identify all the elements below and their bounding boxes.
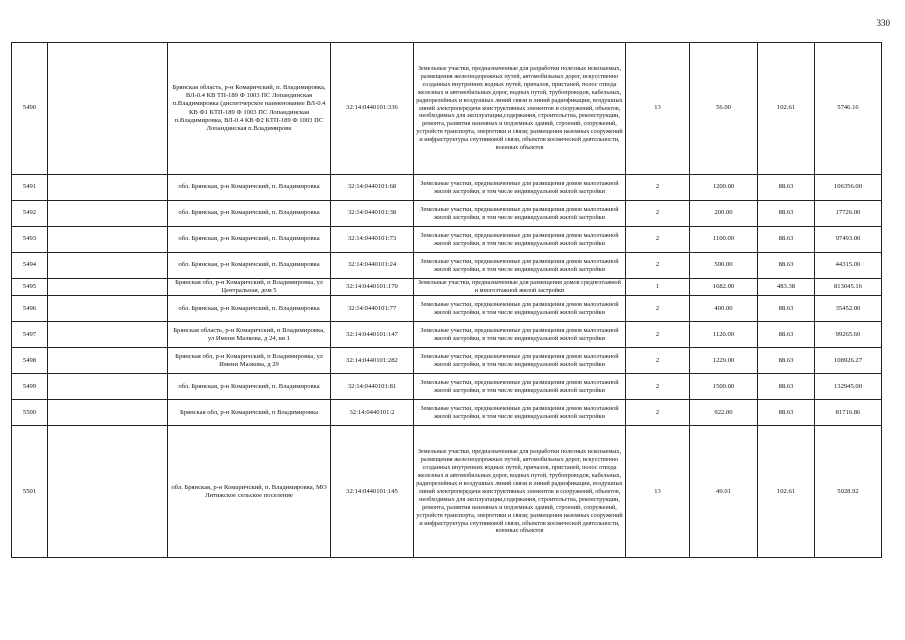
cadastral-value-cell: 97493.00 [815,227,882,253]
group-code-cell: 2 [626,322,690,348]
cadastral-value-cell: 99265.60 [815,322,882,348]
cadastral-value-cell: 108926.27 [815,348,882,374]
table-row [12,43,882,175]
area-cell: 922.00 [690,400,758,426]
row-number: 5494 [12,253,48,279]
specific-value-cell: 88.63 [758,253,815,279]
specific-value-cell: 88.63 [758,296,815,322]
land-use-description-cell: Земельные участки, предназначенные для размещения домов малоэтажной жилой застройки, в том числе индивидуальной жилой застройки [414,348,626,374]
row-number: 5496 [12,296,48,322]
specific-value-cell: 88.63 [758,348,815,374]
cadastral-value-cell: 132945.00 [815,374,882,400]
area-cell: 1120.00 [690,322,758,348]
area-cell: 1500.00 [690,374,758,400]
land-use-description-cell: Земельные участки, предназначенные для размещения домов малоэтажной жилой застройки, в том числе индивидуальной жилой застройки [414,175,626,201]
land-use-description-cell: Земельные участки, предназначенные для размещения домов малоэтажной жилой застройки, в том числе индивидуальной жилой застройки [414,374,626,400]
table-row [12,400,882,426]
address-cell: обл. Брянская, р-н Комаричский, п. Владимировка [168,253,331,279]
row-number: 5493 [12,227,48,253]
area-cell: 49.01 [690,426,758,558]
table-row [12,201,882,227]
cadastral-number-cell: 32:14:0440101:73 [331,227,414,253]
group-code-cell: 2 [626,400,690,426]
area-cell: 1229.00 [690,348,758,374]
land-use-description-cell: Земельные участки, предназначенные для размещения домов малоэтажной жилой застройки, в том числе индивидуальной жилой застройки [414,322,626,348]
specific-value-cell: 88.63 [758,201,815,227]
cadastral-value-cell: 5028.92 [815,426,882,558]
specific-value-cell: 102.61 [758,426,815,558]
land-use-description-cell: Земельные участки, предназначенные для размещения домов малоэтажной жилой застройки, в том числе индивидуальной жилой застройки [414,253,626,279]
group-code-cell: 13 [626,426,690,558]
cadastral-number-cell: 32:14:0440101:68 [331,175,414,201]
blank-cell [48,201,168,227]
area-cell: 1682.00 [690,279,758,296]
land-use-description-cell: Земельные участки, предназначенные для разработки полезных ископаемых, размещения железнодорожных путей, автомобильных дорог, искусственно созданных внутренних водных путей, причалов, пристаней, полос отвода железных и автомобильных дорог, водных путей, трубопроводов, кабельных, радиорелейных и воздушных линий связи и линий радиофикации, воздушных линий электропередачи конструктивных элементов и сооружений, объектов, необходимых для эксплуатации,содержания, строительства, реконструкции, ремонта, развития наземных и подземных зданий, строений, сооружений, устройств транспорта, энергетики и связи; размещения наземных сооружений и инфраструктуры спутниковой связи, объектов космической деятельности, военных объектов [414,43,626,175]
table-row [12,227,882,253]
address-cell: Брянская обл, р-н Комаричский, п Владимировка, ул Центральная, дом 5 [168,279,331,296]
row-number: 5498 [12,348,48,374]
area-cell: 400.00 [690,296,758,322]
address-cell: Брянская область, р-н Комаричский, п. Владимировка, ВЛ-0.4 КВ ТП-189 Ф 1003 ПС Лопандинская п.Владимировка (диспетчерское наименование ВЛ-0.4 КВ Ф1 КТП-189 Ф 1003 ПС Лопандинская п.Владимировка, ВЛ-0.4 КВ Ф2 КТП-189 Ф 1003 ПС Лопандинская п.Владимировк [168,43,331,175]
group-code-cell: 2 [626,253,690,279]
row-number: 5501 [12,426,48,558]
address-cell: обл. Брянская, р-н Комаричский, п. Владимировка, МО Литижское сельское поселение [168,426,331,558]
area-cell: 1200.00 [690,175,758,201]
group-code-cell: 2 [626,348,690,374]
specific-value-cell: 88.63 [758,322,815,348]
cadastral-number-cell: 32:14:0440101:145 [331,426,414,558]
cadastral-number-cell: 32:14:0440101:336 [331,43,414,175]
specific-value-cell: 102.61 [758,43,815,175]
address-cell: обл. Брянская, р-н Комаричский, п. Владимировка [168,374,331,400]
cadastral-value-cell: 106356.00 [815,175,882,201]
blank-cell [48,43,168,175]
address-cell: обл. Брянская, р-н Комаричский, п. Владимировка [168,175,331,201]
row-number: 5497 [12,322,48,348]
blank-cell [48,374,168,400]
land-use-description-cell: Земельные участки, предназначенные для размещения домов малоэтажной жилой застройки, в том числе индивидуальной жилой застройки [414,296,626,322]
table-row [12,426,882,558]
blank-cell [48,253,168,279]
cadastral-number-cell: 32:14:0440101:170 [331,279,414,296]
cadastral-number-cell: 32:14:0440101:24 [331,253,414,279]
row-number: 5499 [12,374,48,400]
specific-value-cell: 88.63 [758,374,815,400]
land-use-description-cell: Земельные участки, предназначенные для размещения домов среднеэтажной и многоэтажной жилой застройки [414,279,626,296]
land-use-description-cell: Земельные участки, предназначенные для разработки полезных ископаемых, размещения железнодорожных путей, автомобильных дорог, искусственно созданных внутренних водных путей, причалов, пристаней, полос отвода железных и автомобильных дорог, водных путей, трубопроводов, кабельных, радиорелейных и воздушных линий связи и линий радиофикации, воздушных линий электропередачи конструктивных элементов и сооружений, объектов, необходимых для эксплуатации,содержания, строительства, реконструкции, ремонта, развития наземных и подземных зданий, строений, сооружений, устройств транспорта, энергетики и связи; размещения наземных сооружений и инфраструктуры спутниковой связи, объектов космической деятельности, военных объектов [414,426,626,558]
group-code-cell: 13 [626,43,690,175]
land-use-description-cell: Земельные участки, предназначенные для размещения домов малоэтажной жилой застройки, в том числе индивидуальной жилой застройки [414,201,626,227]
blank-cell [48,348,168,374]
group-code-cell: 2 [626,227,690,253]
blank-cell [48,296,168,322]
area-cell: 500.00 [690,253,758,279]
cadastral-number-cell: 32:14:0440101:282 [331,348,414,374]
cadastral-value-cell: 81716.86 [815,400,882,426]
address-cell: обл. Брянская, р-н Комаричский, п. Владимировка [168,296,331,322]
cadastral-value-cell: 17726.00 [815,201,882,227]
row-number: 5490 [12,43,48,175]
blank-cell [48,227,168,253]
row-number: 5495 [12,279,48,296]
cadastral-number-cell: 32:14:0440101:147 [331,322,414,348]
blank-cell [48,279,168,296]
area-cell: 56.00 [690,43,758,175]
cadastral-value-cell: 813045.16 [815,279,882,296]
group-code-cell: 2 [626,175,690,201]
area-cell: 1100.00 [690,227,758,253]
group-code-cell: 2 [626,374,690,400]
row-number: 5500 [12,400,48,426]
address-cell: Брянская обл, р-н Комаричский, п Владимировка, ул Имени Малкова, д 29 [168,348,331,374]
blank-cell [48,175,168,201]
land-use-description-cell: Земельные участки, предназначенные для размещения домов малоэтажной жилой застройки, в том числе индивидуальной жилой застройки [414,227,626,253]
group-code-cell: 2 [626,201,690,227]
address-cell: обл. Брянская, р-н Комаричский, п. Владимировка [168,227,331,253]
table-row [12,374,882,400]
specific-value-cell: 88.63 [758,400,815,426]
specific-value-cell: 88.63 [758,227,815,253]
row-number: 5492 [12,201,48,227]
group-code-cell: 2 [626,296,690,322]
area-cell: 200.00 [690,201,758,227]
specific-value-cell: 88.63 [758,175,815,201]
blank-cell [48,426,168,558]
cadastral-number-cell: 32:14:0440101:2 [331,400,414,426]
group-code-cell: 1 [626,279,690,296]
address-cell: Брянская область, р-н Комаричский, п Владимировка, ул Имени Малкова, д 24, кв 1 [168,322,331,348]
cadastral-value-cell: 35452.00 [815,296,882,322]
page-number: 330 [876,18,890,28]
blank-cell [48,400,168,426]
address-cell: Брянская обл, р-н Комаричский, п Владимировка [168,400,331,426]
address-cell: обл. Брянская, р-н Комаричский, п. Владимировка [168,201,331,227]
cadastral-number-cell: 32:14:0440101:38 [331,201,414,227]
land-use-description-cell: Земельные участки, предназначенные для размещения домов малоэтажной жилой застройки, в том числе индивидуальной жилой застройки [414,400,626,426]
table-row [12,296,882,322]
table-row [12,322,882,348]
specific-value-cell: 483.38 [758,279,815,296]
cadastral-value-cell: 44315.00 [815,253,882,279]
table-row [12,253,882,279]
row-number: 5491 [12,175,48,201]
table-row [12,279,882,296]
blank-cell [48,322,168,348]
cadastral-value-table [11,42,882,558]
cadastral-value-cell: 5746.16 [815,43,882,175]
cadastral-number-cell: 32:14:0440101:81 [331,374,414,400]
table-row [12,348,882,374]
cadastral-number-cell: 32:14:0440101:77 [331,296,414,322]
table-row [12,175,882,201]
